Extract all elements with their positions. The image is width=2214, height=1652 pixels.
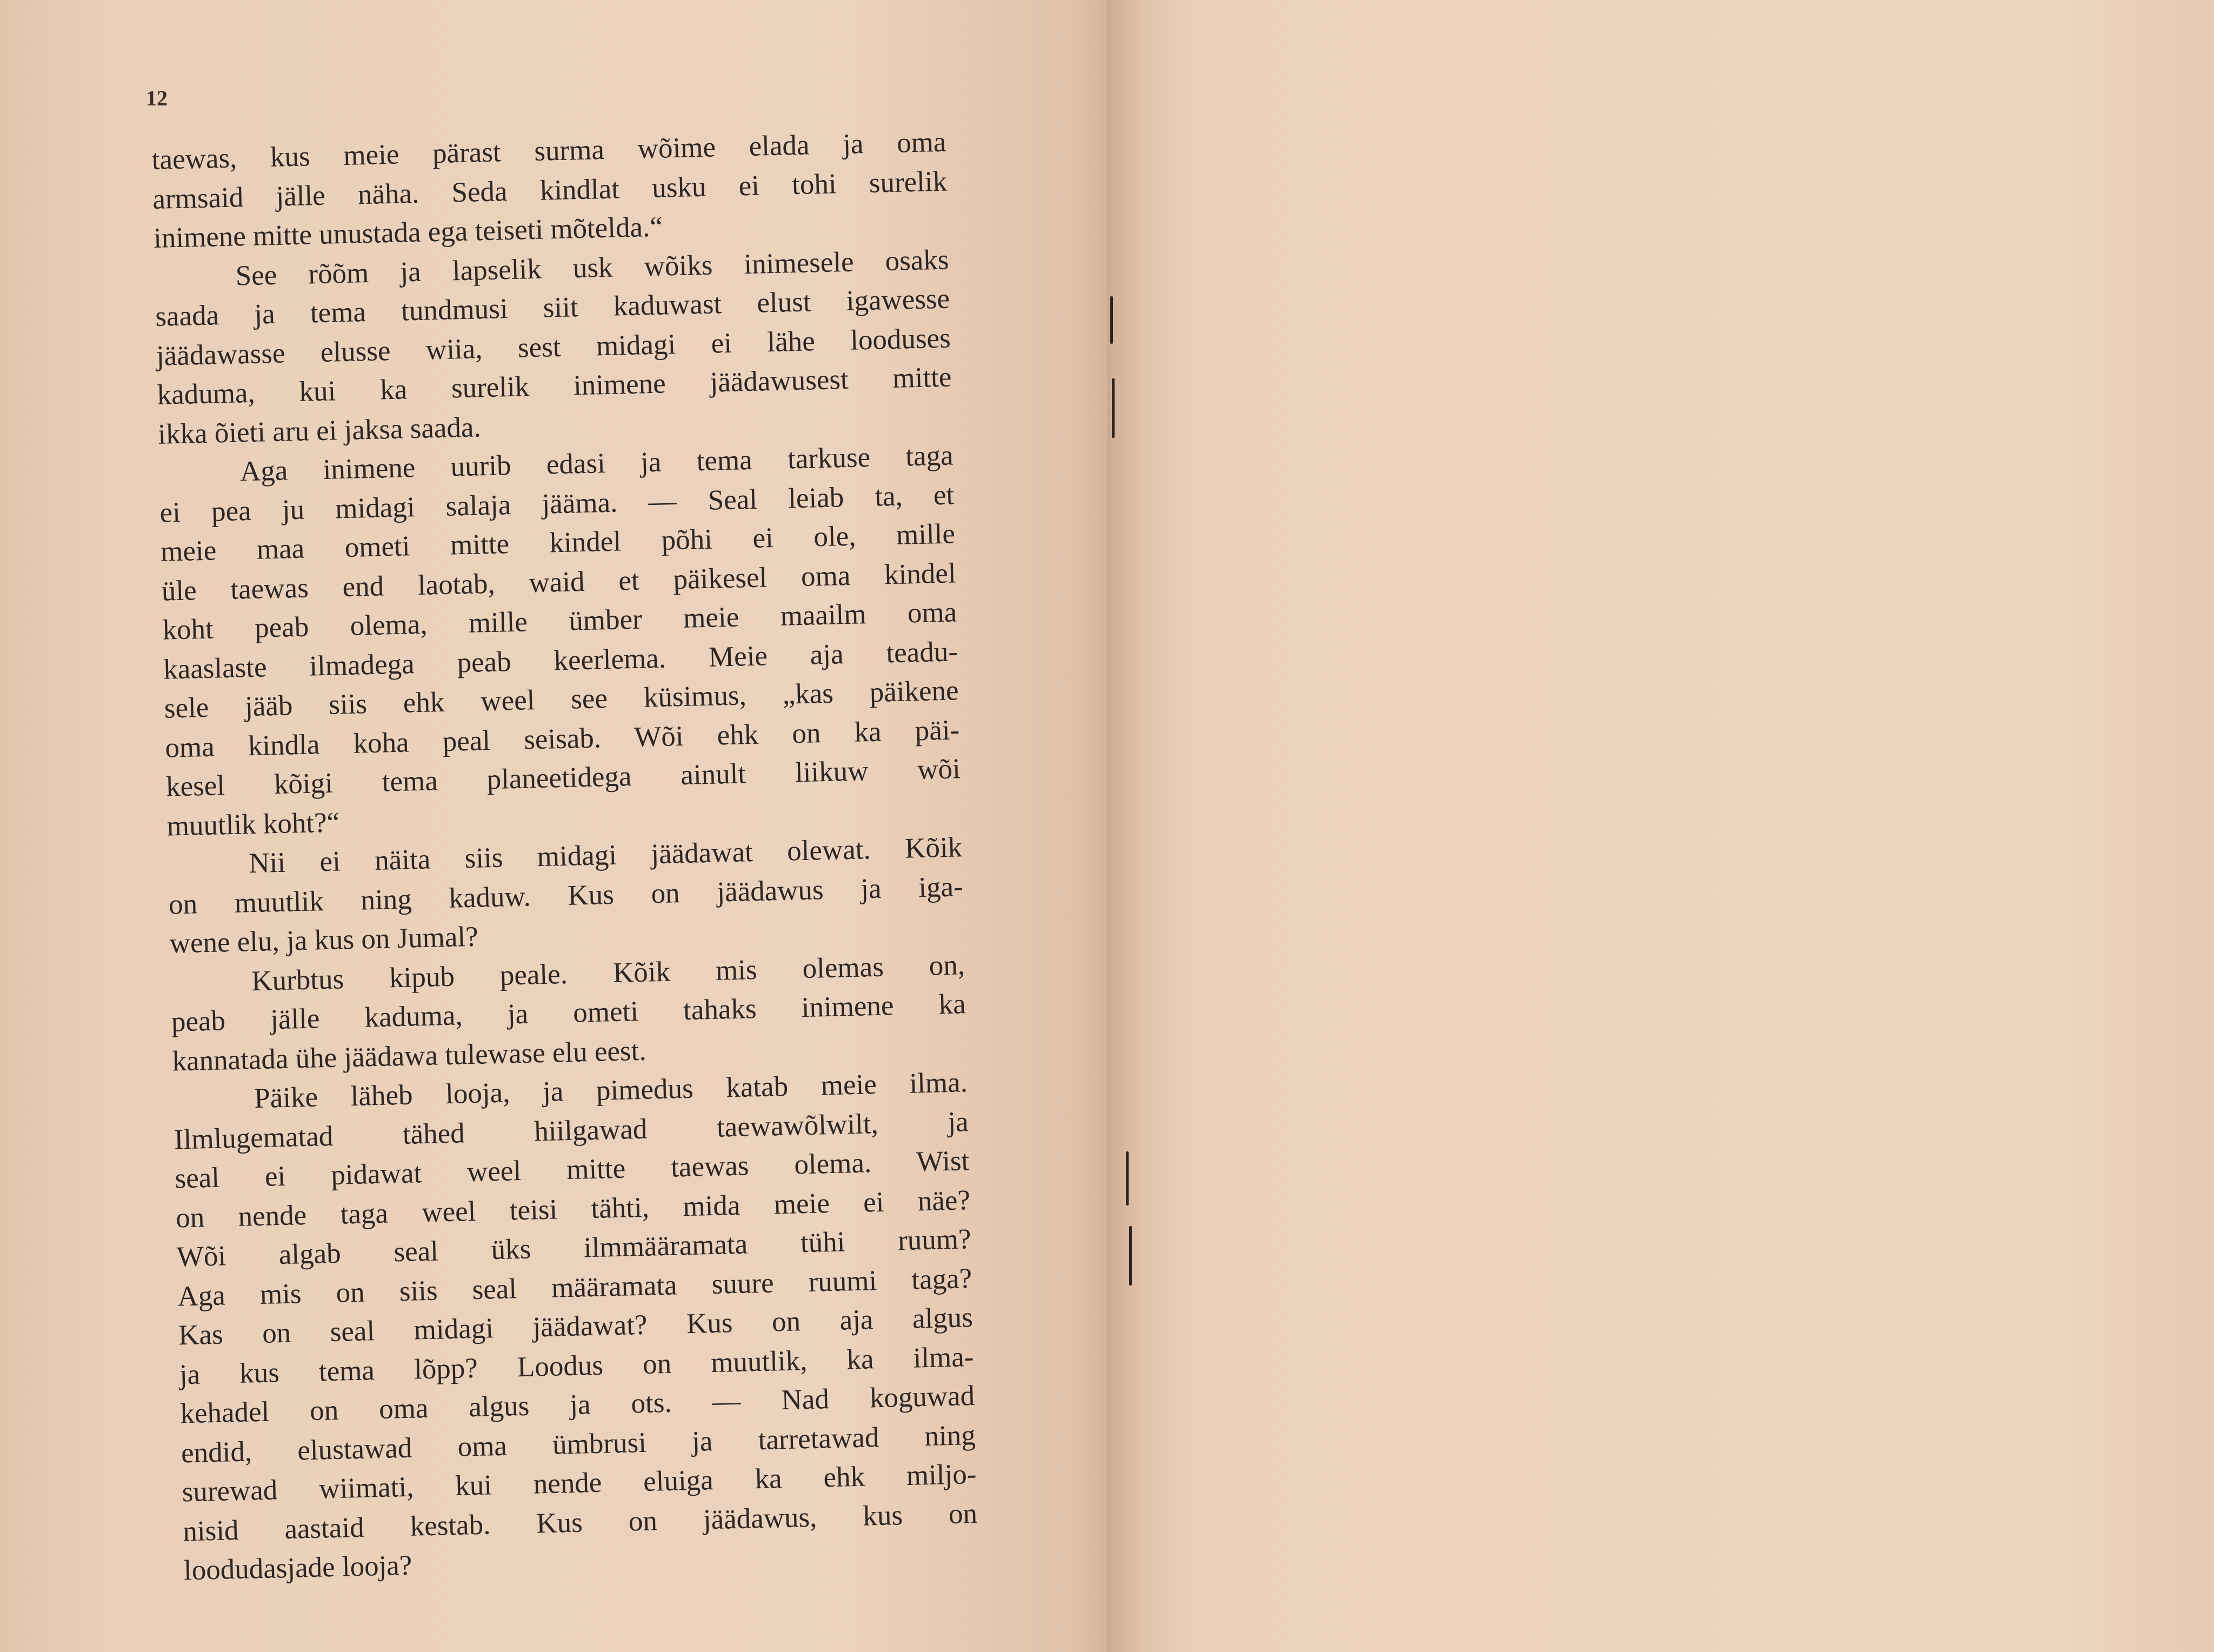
text-line: Kas on seal midagi jäädawat? Kus on aja algus — [178, 1302, 973, 1351]
text-line: kannatada ühe jäädawa tulewase elu eest. — [171, 1035, 647, 1077]
text-line: Wõi algab seal üks ilmmääramata tühi ruum? — [176, 1223, 972, 1273]
binding-mark — [1129, 1226, 1132, 1285]
text-line: ikka õieti aru ei jaksa saada. — [157, 411, 482, 450]
text-line: inimene mitte unustada ega teiseti mõtelda.“ — [153, 211, 663, 254]
text-line: Ilmlugematad tähed hiilgawad taewawõlwilt, ja — [174, 1105, 969, 1156]
text-line: Aga mis on siis seal määramata suure ruumi taga? — [177, 1262, 972, 1312]
text-line: Aga inimene uurib edasi ja tema tarkuse taga — [239, 439, 954, 488]
text-line: Päike läheb looja, ja pimedus katab meie ilma. — [254, 1067, 968, 1115]
text-line: kaaslaste ilmadega peab keerlema. Meie aja teadu- — [163, 635, 958, 685]
binding-mark — [1110, 296, 1113, 344]
text-line: seal ei pidawat weel mitte taewas olema. Wist — [174, 1145, 970, 1195]
text-line: sele jääb siis ehk weel see küsimus, „kas päikene — [164, 675, 959, 724]
left-page-number: 12 — [146, 86, 168, 110]
text-line: oma kindla koha peal seisab. Wõi ehk on ka päi- — [164, 714, 960, 764]
text-line: wene elu, ja kus on Jumal? — [169, 921, 479, 960]
text-line: peab jälle kaduma, ja ometi tahaks inimene ka — [171, 988, 966, 1038]
text-line: ja kus tema lõpp? Loodus on muutlik, ka ilma- — [179, 1341, 975, 1390]
left-page-text — [151, 123, 978, 1590]
text-line: kesel kõigi tema planeetidega ainult liikuw wõi — [165, 753, 961, 803]
text-line: armsaid jälle näha. Seda kindlat usku ei tohi surelik — [152, 165, 948, 215]
text-line: Nii ei näita siis midagi jäädawat olewat. Kõik — [248, 831, 963, 880]
binding-mark — [1126, 1151, 1129, 1205]
text-line: loodudasjade looja? — [183, 1549, 412, 1587]
text-line: muutlik koht?“ — [166, 806, 340, 842]
text-line: kaduma, kui ka surelik inimene jäädawusest mitte — [157, 361, 952, 411]
text-line: koht peab olema, mille ümber meie maailm oma — [162, 596, 957, 646]
text-line: on muutlik ning kaduw. Kus on jäädawus ja iga- — [168, 870, 964, 921]
text-line: ei pea ju midagi salaja jääma. — Seal leiab ta, et — [159, 478, 955, 529]
text-line: jäädawasse elusse wiia, sest midagi ei lähe looduses — [156, 322, 951, 372]
text-line: saada ja tema tundmusi siit kaduwast elust igawesse — [155, 283, 950, 332]
text-line: Kurbtus kipub peale. Kõik mis olemas on, — [251, 949, 965, 997]
text-line: surewad wiimati, kui nende eluiga ka ehk miljo- — [182, 1458, 977, 1508]
text-line: See rõõm ja lapselik usk wõiks inimesele osaks — [235, 244, 950, 292]
text-line: on nende taga weel teisi tähti, mida meie ei näe? — [175, 1184, 971, 1234]
text-line: meie maa ometi mitte kindel põhi ei ole, mille — [160, 518, 956, 568]
text-line: nisid aastaid kestab. Kus on jäädawus, kus on — [182, 1497, 978, 1547]
text-line: üle taewas end laotab, waid et päikesel oma kindel — [161, 557, 957, 607]
right-page — [1107, 0, 2214, 1652]
text-line: kehadel on oma algus ja ots. — Nad koguwad — [179, 1380, 975, 1430]
text-line: taewas, kus meie pärast surma wõime elada ja oma — [151, 126, 947, 176]
binding-mark — [1112, 378, 1115, 438]
text-line: endid, elustawad oma ümbrusi ja tarretawad ning — [181, 1419, 976, 1469]
book-gutter — [1076, 0, 1141, 1652]
